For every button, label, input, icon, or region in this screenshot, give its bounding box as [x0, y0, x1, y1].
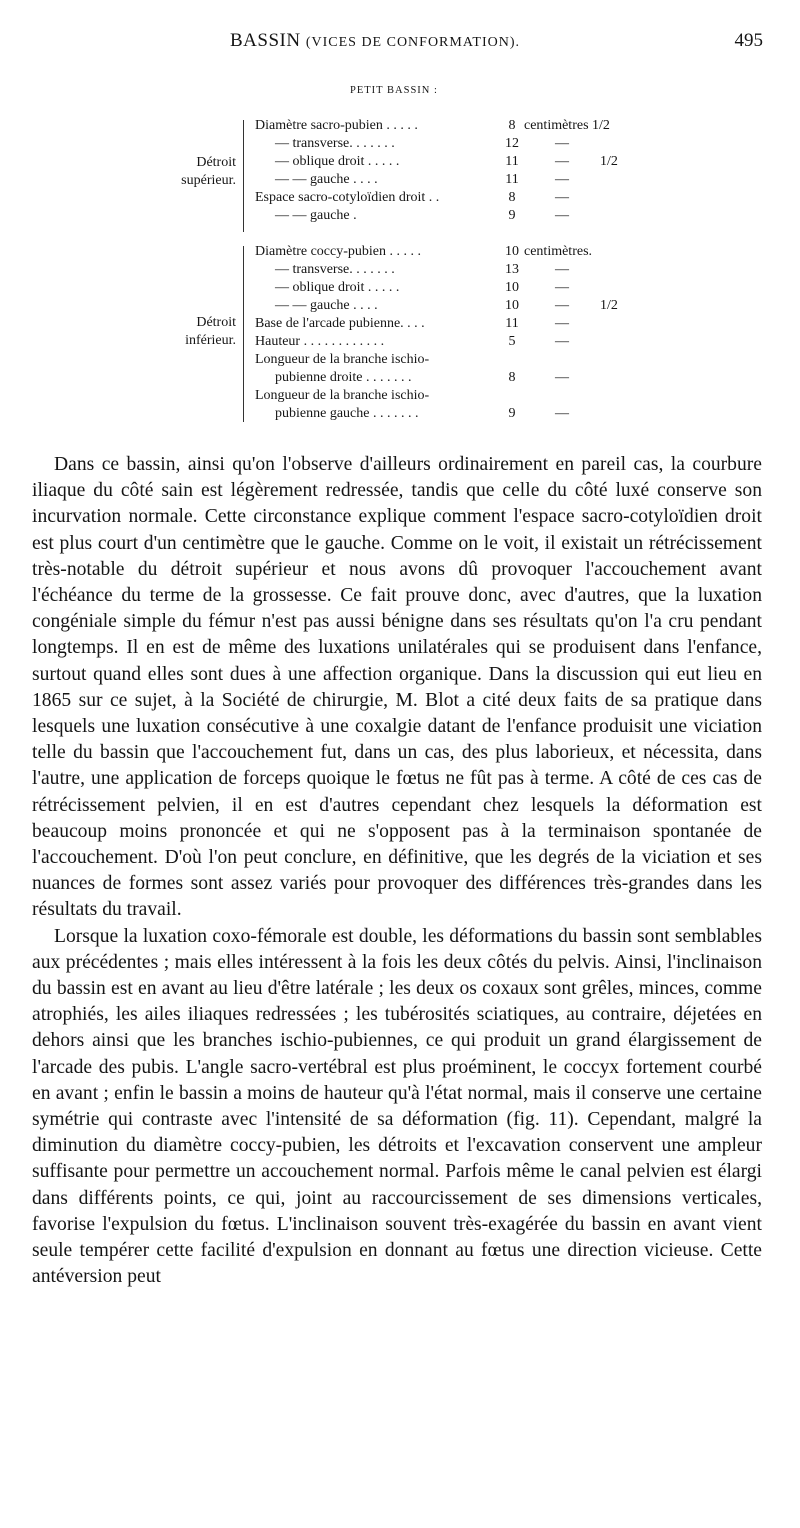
row-unit: centimètres 1/2: [524, 118, 610, 133]
body-text: [32, 452, 762, 1291]
row-unit: —: [555, 280, 569, 295]
row-name: — oblique droit . . . . .: [275, 280, 400, 295]
running-head: [230, 30, 520, 52]
table-row: [0, 170, 800, 190]
row-unit: —: [555, 190, 569, 205]
running-head-subtitle: (VICES DE CONFORMATION).: [305, 35, 520, 50]
row-name: Base de l'arcade pubienne. . . .: [255, 316, 425, 331]
row-unit: —: [555, 298, 569, 313]
row-value: 11: [505, 316, 519, 331]
row-unit: —: [555, 406, 569, 421]
row-fraction: 1/2: [600, 298, 618, 313]
row-value: 13: [505, 262, 519, 277]
table-detroit-inferieur: [0, 242, 800, 432]
row-unit: —: [555, 370, 569, 385]
table-row: [0, 116, 800, 136]
row-value: 10: [505, 244, 519, 259]
table-row: [0, 188, 800, 208]
table-row: [0, 278, 800, 298]
row-name: Hauteur . . . . . . . . . . . .: [255, 334, 385, 349]
running-head-title: BASSIN: [230, 30, 301, 51]
table-row: [0, 242, 800, 262]
row-value: 10: [505, 280, 519, 295]
row-name: — — gauche . . . .: [275, 172, 378, 187]
table-label-line: Détroit: [196, 155, 236, 170]
row-name: — — gauche .: [275, 208, 357, 223]
table-row: [0, 152, 800, 172]
table-row: [0, 350, 800, 370]
table-row: [0, 260, 800, 280]
row-name: Espace sacro-cotyloïdien droit . .: [255, 190, 440, 205]
row-name: — transverse. . . . . . .: [275, 136, 395, 151]
row-value: 8: [508, 370, 516, 385]
page-number: 495: [734, 30, 763, 51]
table-row: [0, 404, 800, 424]
row-value: 8: [508, 190, 516, 205]
row-name: Diamètre coccy-pubien . . . . .: [255, 244, 421, 259]
row-name: pubienne droite . . . . . . .: [275, 370, 412, 385]
row-name: Diamètre sacro-pubien . . . . .: [255, 118, 418, 133]
table-row: [0, 314, 800, 334]
row-value: 8: [508, 118, 516, 133]
table-row: [0, 134, 800, 154]
row-unit: —: [555, 316, 569, 331]
row-unit: centimètres.: [524, 244, 593, 259]
row-value: 9: [508, 406, 516, 421]
row-unit: —: [555, 334, 569, 349]
row-name: Longueur de la branche ischio-: [255, 352, 430, 367]
table-row: [0, 206, 800, 226]
row-value: 5: [508, 334, 516, 349]
row-unit: —: [555, 136, 569, 151]
table-label-line: supérieur.: [181, 173, 236, 188]
row-name: Longueur de la branche ischio-: [255, 388, 430, 403]
table-row: [0, 296, 800, 316]
row-value: 12: [505, 136, 519, 151]
table-detroit-superieur: [0, 116, 800, 246]
row-value: 10: [505, 298, 519, 313]
row-name: pubienne gauche . . . . . . .: [275, 406, 419, 421]
row-unit: —: [555, 208, 569, 223]
row-value: 9: [508, 208, 516, 223]
table-label-line: Détroit: [196, 315, 236, 330]
paragraph: Dans ce bassin, ainsi qu'on l'observe d'ailleurs ordinairement en pareil cas, la courbure iliaque du côté sain est légèrement redressée, tandis que celle du côté luxé conserve son incurvation normale. Cette circonstance explique comment l'espace sacro-cotyloïdien droit est plus court d'un centimètre que le gauche. Comme on le voit, il existait un rétrécissement très-notable du détroit supérieur et nous avons dû provoquer l'accouchement avant l'échéance du terme de la grossesse. Ce fait prouve donc, avec d'autres, que la luxation congéniale simple du fémur n'est pas aussi bénigne dans ses résultats qu'on l'a cru pendant longtemps. Il en est de même des luxations unilatérales qui se produisent dans l'enfance, surtout quand elles sont dues à une affection organique. Dans la discussion qui eut lieu en 1865 sur ce sujet, à la Société de chirurgie, M. Blot a cité deux faits de sa pratique dans lesquels une luxation consécutive à une coxalgie datant de l'enfance produisit une viciation telle du bassin que l'accouchement fut, dans un cas, des plus laborieux, et nécessita, dans l'autre, une application de forceps quoique le fœtus ne fût pas à terme. A côté de ces cas de rétrécissement pelvien, il en est d'autres cependant chez lesquels la déformation est beaucoup moins prononcée et qui ne s'opposent pas à la terminaison spontanée de l'accouchement. D'où l'on peut conclure, en définitive, que les degrés de la viciation et ses nuances de formes sont assez variés pour provoquer des différences très-grandes dans les résultats du travail.: [32, 454, 762, 921]
section-title: PETIT BASSIN :: [350, 85, 438, 96]
row-name: — transverse. . . . . . .: [275, 262, 395, 277]
row-name: — oblique droit . . . . .: [275, 154, 400, 169]
row-fraction: 1/2: [600, 154, 618, 169]
row-unit: —: [555, 154, 569, 169]
row-unit: —: [555, 172, 569, 187]
row-value: 11: [505, 154, 519, 169]
paragraph: Lorsque la luxation coxo-fémorale est double, les déformations du bassin sont semblables aux précédentes ; mais elles intéressent à la fois les deux côtés du pelvis. Ainsi, l'inclinaison du bassin est en avant au lieu d'être latérale ; les deux os coxaux sont grêles, minces, comme atrophiés, les ailes iliaques redressées ; les tubérosités sciatiques, au contraire, déjetées en dehors ainsi que les branches ischio-pubiennes, ce qui produit un grand élargissement de l'arcade des pubis. L'angle sacro-vertébral est plus proéminent, le coccyx fortement courbé en avant ; enfin le bassin a moins de hauteur qu'à l'état normal, mais il conserve une certaine symétrie qui contraste avec l'intensité de sa déformation (fig. 11). Cependant, malgré la diminution du diamètre coccy-pubien, les détroits et l'excavation conservent une ampleur suffisante pour permettre un accouchement normal. Parfois même le canal pelvien est élargi dans différents points, ce qui, joint au raccourcissement de ses dimensions verticales, favorise l'expulsion du fœtus. L'inclinaison souvent très-exagérée du bassin en avant vient seule tempérer cette facilité d'expulsion en donnant au fœtus une direction vicieuse. Cette antéversion peut: [32, 925, 762, 1288]
table-label-line: inférieur.: [185, 333, 236, 348]
table-row: [0, 386, 800, 406]
row-value: 11: [505, 172, 519, 187]
table-row: [0, 368, 800, 388]
table-row: [0, 332, 800, 352]
row-name: — — gauche . . . .: [275, 298, 378, 313]
row-unit: —: [555, 262, 569, 277]
